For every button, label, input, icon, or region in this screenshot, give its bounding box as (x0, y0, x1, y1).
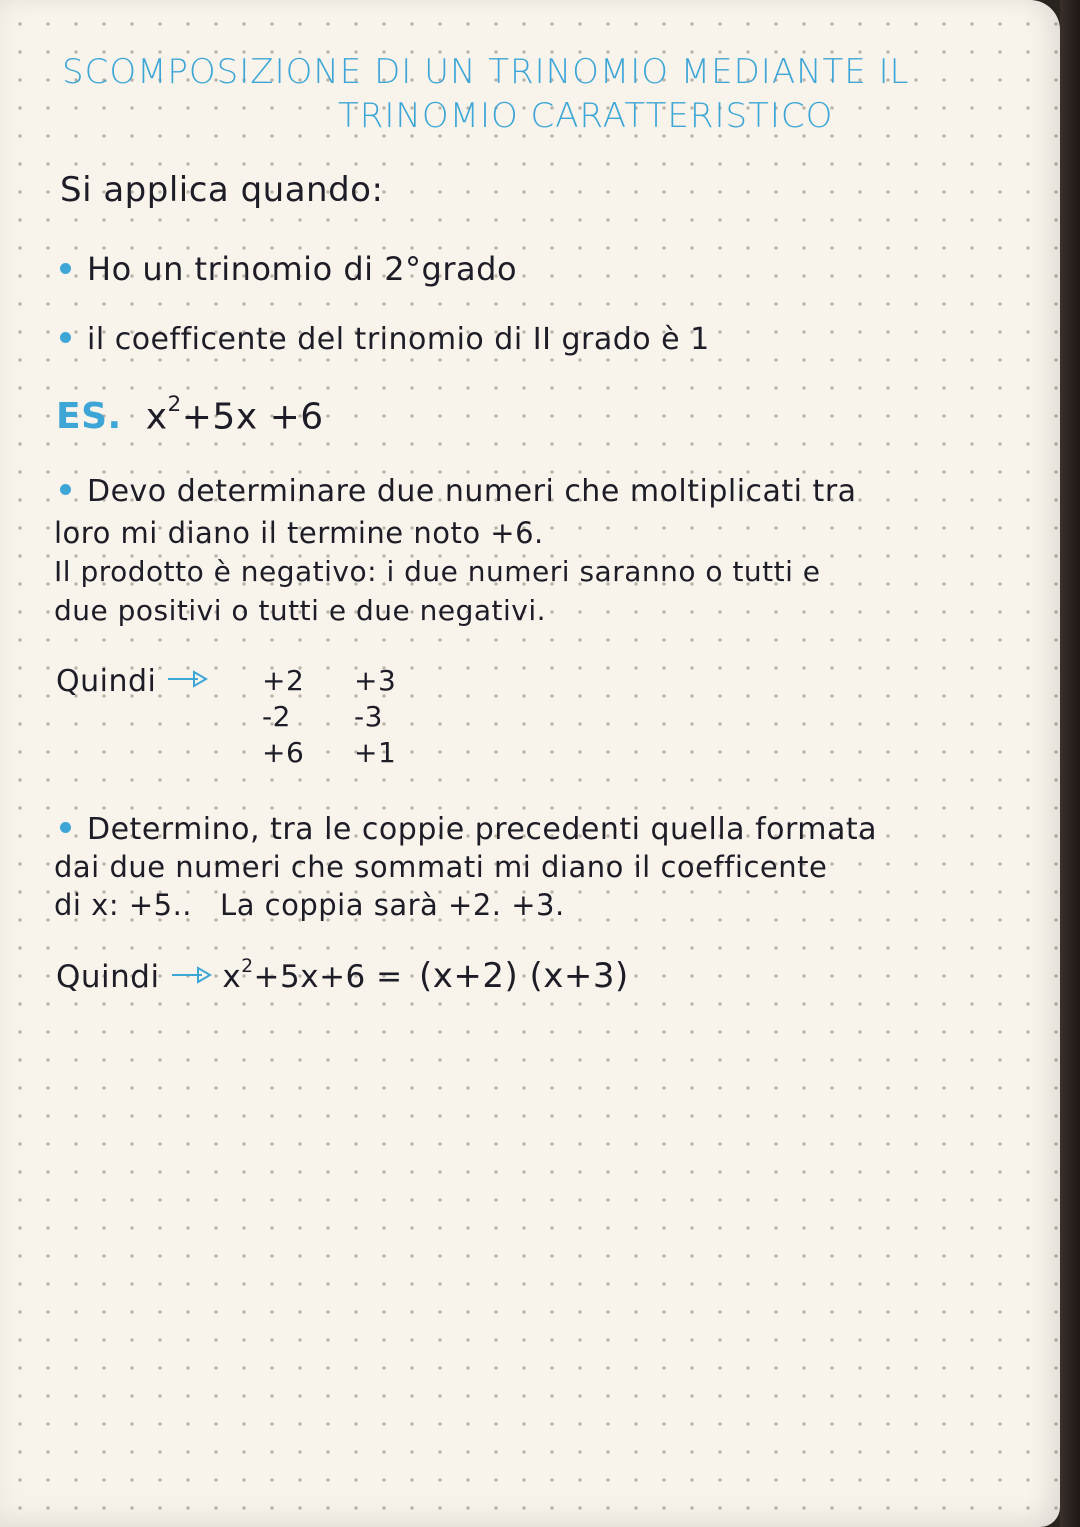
result-line (56, 956, 629, 996)
pair-value-a: -2 (262, 700, 291, 733)
pair-row (262, 736, 396, 769)
example-base: x (145, 396, 168, 438)
pair-value-a: +2 (262, 664, 305, 697)
step2-line-3 (54, 888, 565, 922)
pair-value-a: +6 (262, 736, 305, 769)
pairs-label-line (56, 664, 208, 699)
step1-line-3: Il prodotto è negativo: i due numeri saranno o tutti e (54, 555, 821, 588)
bullet-icon (60, 263, 71, 274)
result-lhs-rest: +5x+6 = (253, 959, 403, 995)
arrow-right-icon (166, 669, 208, 689)
example-line (56, 392, 324, 437)
example-rest: +5x +6 (181, 396, 324, 438)
result-lhs-base: x (222, 959, 242, 995)
arrow-right-icon (170, 965, 212, 985)
step2-text: Determino, tra le coppie precedenti quella formata (87, 812, 878, 847)
result-rhs: (x+2) (x+3) (418, 956, 629, 996)
result-lhs-exponent: 2 (241, 956, 254, 978)
condition-text: Ho un trinomio di 2°grado (87, 250, 518, 288)
step2-text-a: di x: +5.. (54, 888, 193, 922)
bullet-icon (60, 332, 71, 343)
condition-item (60, 322, 710, 357)
condition-item (60, 250, 517, 288)
example-label: ES. (56, 396, 122, 438)
pairs-label: Quindi (56, 664, 157, 699)
page-title-line-1: SCOMPOSIZIONE DI UN TRINOMIO MEDIANTE IL (62, 52, 910, 92)
notebook-edge (1060, 0, 1080, 1527)
result-label: Quindi (56, 959, 160, 995)
pair-value-b: -3 (354, 700, 383, 733)
step1-line-4: due positivi o tutti e due negativi. (54, 594, 547, 627)
intro-text: Si applica quando: (60, 170, 384, 210)
step2-text-b: La coppia sarà +2. +3. (220, 888, 565, 922)
bullet-icon (60, 484, 71, 495)
pair-value-b: +1 (354, 736, 397, 769)
example-exponent: 2 (167, 392, 182, 417)
step2-line-2: dai due numeri che sommati mi diano il coefficente (54, 850, 828, 884)
step1-line-2: loro mi diano il termine noto +6. (54, 516, 544, 550)
step2-line-1 (60, 812, 877, 847)
pair-value-b: +3 (354, 664, 397, 697)
step1-line-1 (60, 474, 857, 509)
pair-row (262, 700, 383, 733)
page-title-line-2: TRINOMIO CARATTERISTICO (338, 96, 834, 136)
condition-text: il coefficente del trinomio di II grado è 1 (87, 322, 710, 357)
step1-text: Devo determinare due numeri che moltiplicati tra (87, 474, 857, 509)
pair-row (262, 664, 396, 697)
bullet-icon (60, 822, 71, 833)
